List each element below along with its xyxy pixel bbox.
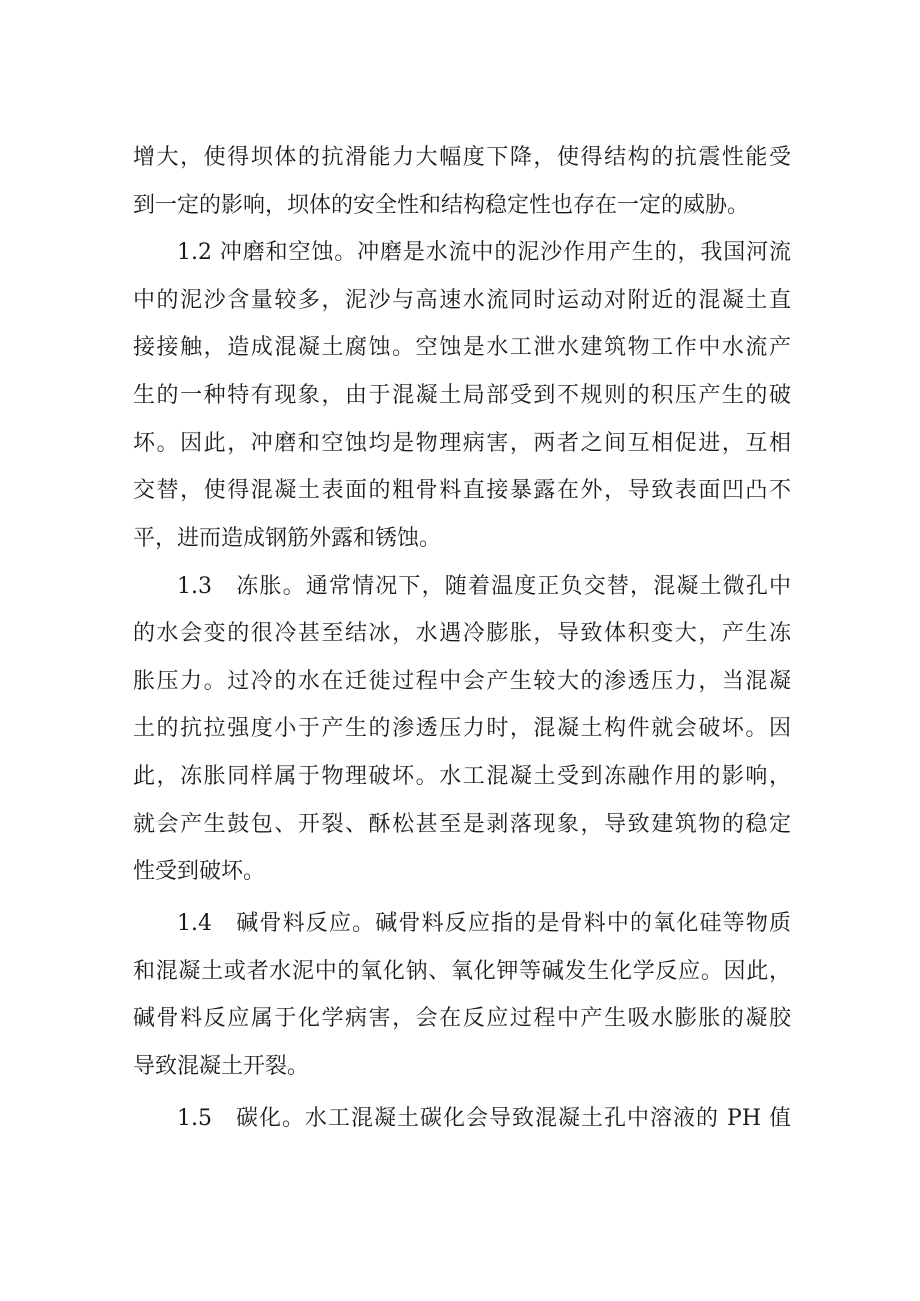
text-line: 碱骨料反应属于化学病害，会在反应过程中产生吸水膨胀的凝胶 (133, 1006, 791, 1031)
text-line: 导致混凝土开裂。 (133, 1054, 310, 1079)
text-line: 胀压力。过冷的水在迁徙过程中会产生较大的渗透压力，当混凝 (133, 669, 791, 694)
text-line: 增大，使得坝体的抗滑能力大幅度下降，使得结构的抗震性能受 (133, 145, 791, 170)
text-line: 此，冻胀同样属于物理破坏。水工混凝土受到冻融作用的影响， (133, 764, 791, 789)
text-line: 1.5 碳化。水工混凝土碳化会导致混凝土孔中溶液的 PH 值 (177, 1106, 791, 1131)
text-line: 交替，使得混凝土表面的粗骨料直接暴露在外，导致表面凹凸不 (133, 478, 791, 503)
text-line: 到一定的影响，坝体的安全性和结构稳定性也存在一定的威胁。 (133, 193, 750, 218)
text-line: 就会产生鼓包、开裂、酥松甚至是剥落现象，导致建筑物的稳定 (133, 812, 791, 837)
text-line: 接接触，造成混凝土腐蚀。空蚀是水工泄水建筑物工作中水流产 (133, 335, 791, 360)
text-line: 和混凝土或者水泥中的氧化钠、氧化钾等碱发生化学反应。因此， (133, 959, 791, 984)
text-line: 的水会变的很冷甚至结冰，水遇冷膨胀，导致体积变大，产生冻 (133, 621, 791, 646)
text-line: 坏。因此，冲磨和空蚀均是物理病害，两者之间互相促进，互相 (133, 431, 791, 456)
text-line: 中的泥沙含量较多，泥沙与高速水流同时运动对附近的混凝土直 (133, 288, 791, 313)
text-line: 1.2 冲磨和空蚀。冲磨是水流中的泥沙作用产生的，我国河流 (177, 240, 791, 265)
text-line: 性受到破坏。 (133, 859, 266, 884)
text-line: 生的一种特有现象，由于混凝土局部受到不规则的积压产生的破 (133, 383, 791, 408)
text-line: 平，进而造成钢筋外露和锈蚀。 (133, 526, 442, 551)
text-line: 1.4 碱骨料反应。碱骨料反应指的是骨料中的氧化硅等物质 (177, 911, 791, 936)
text-line: 土的抗拉强度小于产生的渗透压力时，混凝土构件就会破坏。因 (133, 716, 791, 741)
text-line: 1.3 冻胀。通常情况下，随着温度正负交替，混凝土微孔中 (177, 574, 791, 599)
